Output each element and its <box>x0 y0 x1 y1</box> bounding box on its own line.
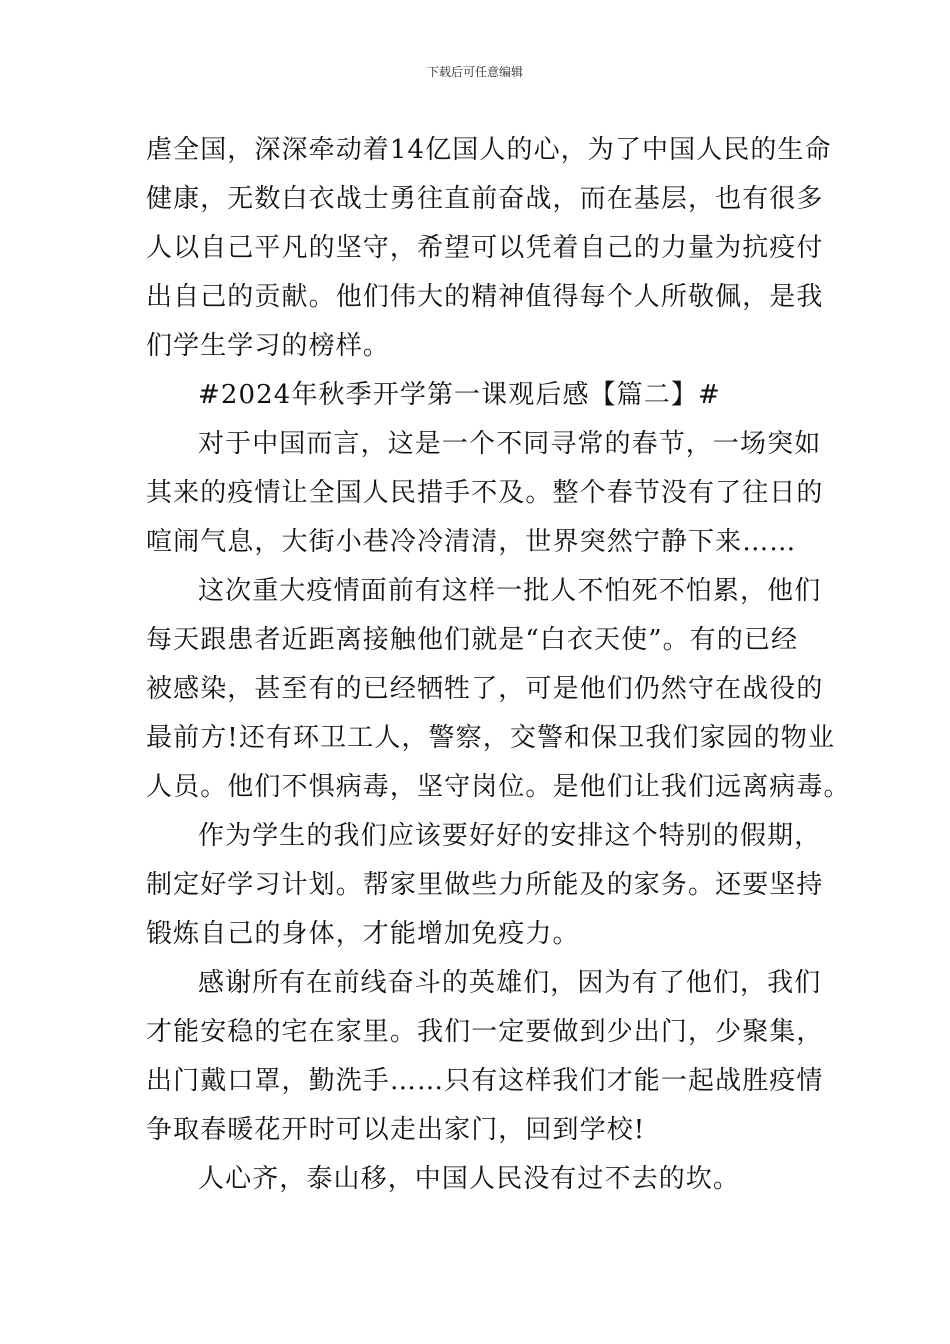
text-line: 才能安稳的宅在家里。我们一定要做到少出门，少聚集， <box>146 1017 824 1047</box>
text-line: 们学生学习的榜样。 <box>146 331 390 361</box>
text-line: 锻炼自己的身体，才能增加免疫力。 <box>146 919 580 949</box>
text-line: 对于中国而言，这是一个不同寻常的春节，一场突如 <box>198 429 822 459</box>
text-line: 虐全国，深深牵动着14亿国人的心，为了中国人民的生命 <box>146 135 832 165</box>
text-line: 被感染，甚至有的已经牺牲了，可是他们仍然守在战役的 <box>146 674 824 704</box>
text-line: 其来的疫情让全国人民措手不及。整个春节没有了往日的 <box>146 478 824 508</box>
text-line: 出自己的贡献。他们伟大的精神值得每个人所敬佩，是我 <box>146 282 824 312</box>
text-line: 这次重大疫情面前有这样一批人不怕死不怕累，他们 <box>198 576 822 606</box>
text-line: 人心齐，泰山移，中国人民没有过不去的坎。 <box>198 1164 741 1194</box>
text-line: 喧闹气息，大街小巷冷冷清清，世界突然宁静下来…… <box>146 527 797 557</box>
document-body <box>146 126 851 1204</box>
page-header: 下载后可任意编辑 <box>426 65 523 79</box>
text-line: 人以自己平凡的坚守，希望可以凭着自己的力量为抗疫付 <box>146 233 824 263</box>
text-line: 感谢所有在前线奋斗的英雄们，因为有了他们，我们 <box>198 968 822 998</box>
text-line: 争取春暖花开时可以走出家门，回到学校! <box>146 1115 646 1145</box>
text-line: 作为学生的我们应该要好好的安排这个特别的假期， <box>198 821 822 851</box>
text-line: 制定好学习计划。帮家里做些力所能及的家务。还要坚持 <box>146 870 824 900</box>
section-heading: #2024年秋季开学第一课观后感【篇二】# <box>198 380 721 410</box>
text-line: 最前方!还有环卫工人，警察，交警和保卫我们家园的物业 <box>146 723 836 753</box>
text-line: 健康，无数白衣战士勇往直前奋战，而在基层，也有很多 <box>146 184 824 214</box>
text-line: 人员。他们不惧病毒，坚守岗位。是他们让我们远离病毒。 <box>146 772 851 802</box>
text-line: 每天跟患者近距离接触他们就是“白衣天使”。有的已经 <box>146 625 799 655</box>
text-line: 出门戴口罩，勤洗手……只有这样我们才能一起战胜疫情 <box>146 1066 824 1096</box>
